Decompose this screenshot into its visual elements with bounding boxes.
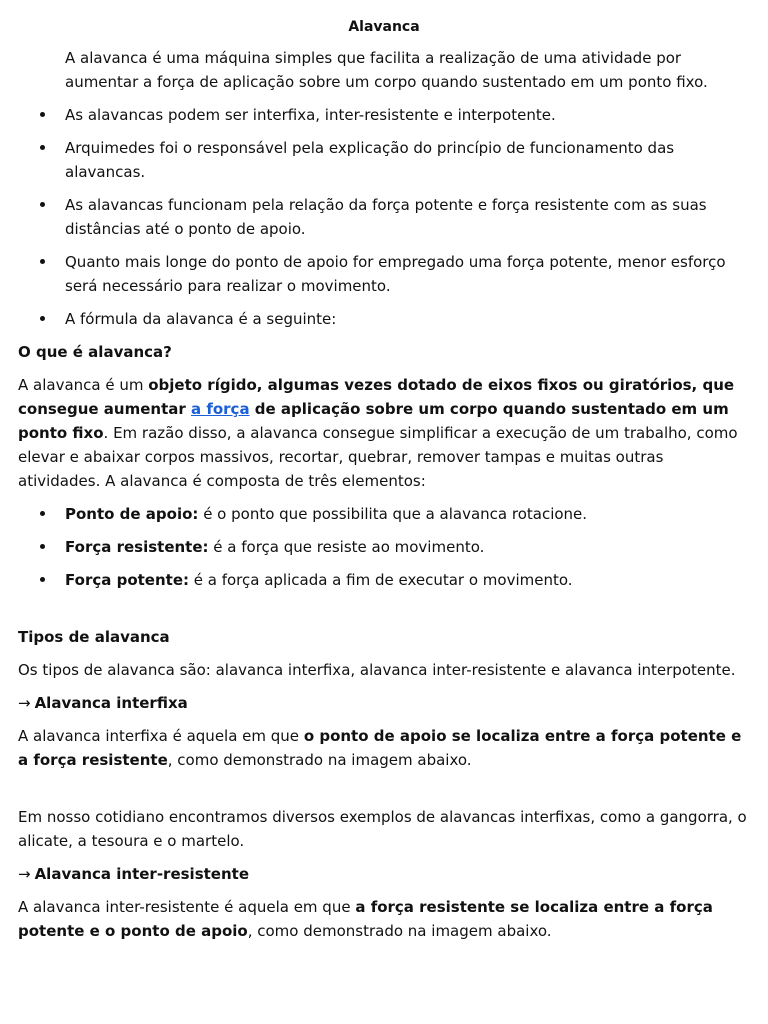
section-heading-what: O que é alavanca? <box>18 343 172 361</box>
bullet-icon <box>40 259 45 264</box>
text-run: . Em razão disso, a alavanca consegue simplificar a execução de um trabalho, como elevar e abaixar corpos massivos, recortar, quebrar, remover tampas e muitas outras atividades. A alavanca é composta de três elementos: <box>18 424 738 490</box>
text-run: A alavanca é um <box>18 376 149 394</box>
bold-text: de aplicação sobre um corpo quando sustentado em um ponto fixo <box>18 400 729 442</box>
element-term: Força potente: <box>65 571 189 589</box>
element-desc: é a força aplicada a fim de executar o movimento. <box>188 571 573 589</box>
list-item-text: Arquimedes foi o responsável pela explicação do princípio de funcionamento das alavancas. <box>65 139 675 181</box>
text-run: A alavanca inter-resistente é aquela em que <box>18 898 356 916</box>
subheading-interfixa <box>18 691 750 715</box>
list-item <box>18 535 750 559</box>
intro-paragraph: A alavanca é uma máquina simples que facilita a realização de uma atividade por aumentar a força de aplicação sobre um corpo quando sustentado em um ponto fixo. <box>65 49 708 91</box>
text-run: , como demonstrado na imagem abaixo. <box>247 922 552 940</box>
section-heading-types: Tipos de alavanca <box>18 628 170 646</box>
what-paragraph <box>18 373 750 493</box>
types-paragraph: Os tipos de alavanca são: alavanca interfixa, alavanca inter-resistente e alavanca interpotente. <box>18 661 736 679</box>
subheading-label: Alavanca interfixa <box>34 694 188 712</box>
spacer <box>18 601 750 625</box>
text-run: A alavanca interfixa é aquela em que <box>18 727 304 745</box>
bold-text: a força resistente se localiza entre a força potente e o ponto de apoio <box>18 898 713 940</box>
element-term: Força resistente: <box>65 538 209 556</box>
arrow-right-icon: → <box>18 865 31 883</box>
summary-list <box>18 103 750 331</box>
force-link[interactable]: a força <box>190 400 250 418</box>
bullet-icon <box>40 145 45 150</box>
list-item-text: As alavancas podem ser interfixa, inter-resistente e interpotente. <box>65 106 556 124</box>
list-item-text: As alavancas funcionam pela relação da força potente e força resistente com as suas distâncias até o ponto de apoio. <box>65 196 707 238</box>
subheading-label: Alavanca inter-resistente <box>34 865 249 883</box>
page-title: Alavanca <box>348 19 420 35</box>
bullet-icon <box>40 544 45 549</box>
bold-text: o ponto de apoio se localiza entre a força potente e a força resistente <box>18 727 742 769</box>
bullet-icon <box>40 511 45 516</box>
spacer <box>18 781 750 805</box>
bullet-icon <box>40 112 45 117</box>
element-desc: é o ponto que possibilita que a alavanca rotacione. <box>198 505 588 523</box>
bullet-icon <box>40 202 45 207</box>
list-item <box>18 250 750 298</box>
list-item <box>18 193 750 241</box>
inter-resistente-paragraph <box>18 895 750 943</box>
bullet-icon <box>40 577 45 582</box>
interfixa-paragraph <box>18 724 750 772</box>
list-item-text: Quanto mais longe do ponto de apoio for empregado uma força potente, menor esforço será necessário para realizar o movimento. <box>65 253 726 295</box>
list-item <box>18 502 750 526</box>
interfixa-examples-paragraph: Em nosso cotidiano encontramos diversos exemplos de alavancas interfixas, como a gangorra, o alicate, a tesoura e o martelo. <box>18 808 747 850</box>
list-item <box>18 136 750 184</box>
element-term: Ponto de apoio: <box>65 505 199 523</box>
arrow-right-icon: → <box>18 694 31 712</box>
bold-text: objeto rígido, algumas vezes dotado de eixos fixos ou giratórios, que consegue aumentar <box>18 376 735 418</box>
list-item <box>18 103 750 127</box>
subheading-inter-resistente <box>18 862 750 886</box>
list-item-text: A fórmula da alavanca é a seguinte: <box>65 310 337 328</box>
elements-list <box>18 502 750 592</box>
bullet-icon <box>40 316 45 321</box>
text-run: , como demonstrado na imagem abaixo. <box>167 751 472 769</box>
list-item <box>18 307 750 331</box>
element-desc: é a força que resiste ao movimento. <box>208 538 485 556</box>
list-item <box>18 568 750 592</box>
